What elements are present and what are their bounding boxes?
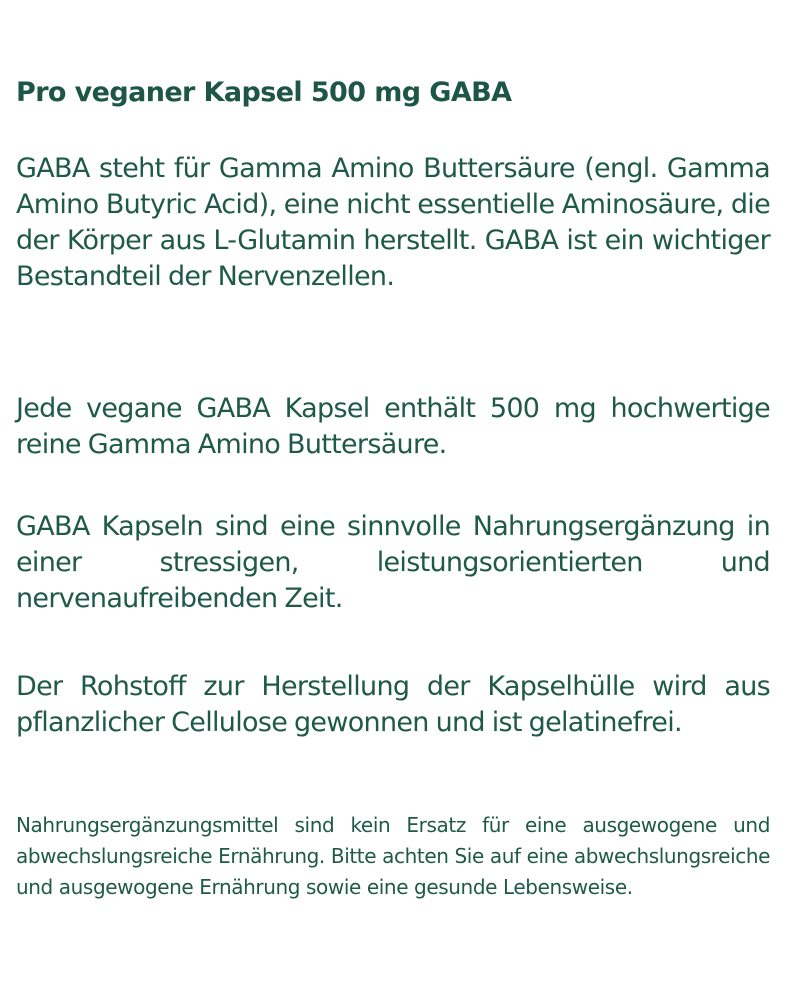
paragraph-gaba-definition: GABA steht für Gamma Amino Buttersäure (engl. Gamma Amino Butyric Acid), eine nicht essentielle Aminosäure, die der Körper aus L-Glutamin herstellt. GABA ist ein wichtiger Bestandteil der Nervenzellen.	[16, 153, 770, 292]
paragraph-capsule-content: Jede vegane GABA Kapsel enthält 500 mg hochwertige reine Gamma Amino Buttersäure.	[16, 393, 770, 460]
product-title: Pro veganer Kapsel 500 mg GABA	[16, 77, 512, 108]
paragraph-usage-benefit: GABA Kapseln sind eine sinnvolle Nahrungsergänzung in einer stressigen, leistungsorientierten und nervenaufreibenden Zeit.	[16, 511, 770, 614]
paragraph-capsule-material: Der Rohstoff zur Herstellung der Kapselhülle wird aus pflanzlicher Cellulose gewonnen und ist gelatinefrei.	[16, 671, 770, 738]
disclaimer-text: Nahrungsergänzungsmittel sind kein Ersatz für eine ausgewogene und abwechslungsreiche Ernährung. Bitte achten Sie auf eine abwechslungsreiche und ausgewogene Ernährung sowie eine gesunde Lebensweise.	[16, 813, 770, 899]
